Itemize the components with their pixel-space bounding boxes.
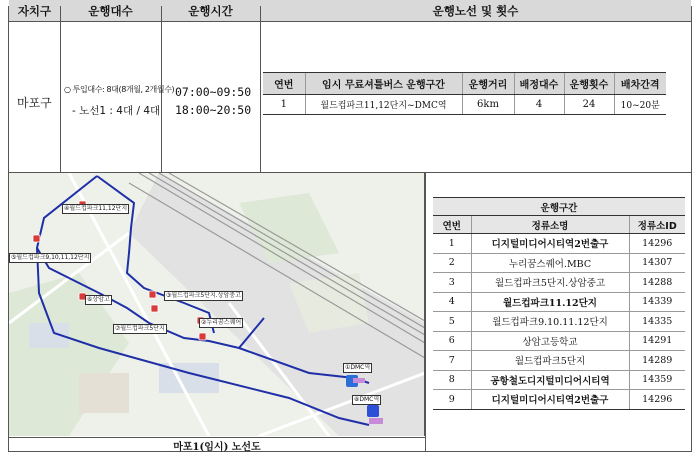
header-hours: 운행시간	[161, 0, 260, 22]
table-cell: 14296	[629, 234, 685, 254]
map-label: ⑦월드컵파크5단지	[115, 325, 165, 332]
table-cell: 5	[433, 312, 471, 332]
table-row	[433, 390, 685, 410]
district-value: 마포구	[17, 96, 52, 110]
table-cell: 6km	[462, 95, 514, 115]
map-label: ③월드컵파크5단지.상암중고	[166, 292, 241, 299]
table-row	[263, 95, 666, 115]
map-label: ⑧DMC역	[354, 396, 380, 403]
stop-table-title: 운행구간	[433, 198, 685, 216]
table-cell: 14288	[629, 273, 685, 293]
table-row	[433, 351, 685, 371]
table-cell: 9	[433, 390, 471, 410]
divider	[60, 6, 61, 172]
map-label: ⑤월드컵파크9,10,11,12단지	[11, 254, 90, 261]
table-cell: 14307	[629, 253, 685, 273]
map-label: ⑥상암고	[87, 296, 110, 303]
table-cell: 14296	[629, 390, 685, 410]
table-cell: 1	[433, 234, 471, 254]
table-cell: 디지털미디어시티역2번출구	[471, 390, 629, 410]
stop-table	[433, 197, 685, 410]
table-cell: 월드컵파크5단지	[471, 351, 629, 371]
table-cell: 6	[433, 331, 471, 351]
table-cell: 월드컵파크11,12단지~DMC역	[305, 95, 462, 115]
map-label: ①DMC역	[345, 364, 371, 371]
table-row	[433, 331, 685, 351]
col-header: 연번	[433, 216, 471, 234]
hours-am: 07:00~09:50	[175, 85, 252, 99]
table-cell: 4	[514, 95, 564, 115]
header-district: 자치구	[9, 0, 60, 22]
table-cell: 월드컵파크9.10.11.12단지	[471, 312, 629, 332]
table-row	[433, 273, 685, 293]
vehicles-line2: - 노선1 : 4대 / 4대	[72, 105, 161, 117]
table-cell: 누리꿈스퀘어.MBC	[471, 253, 629, 273]
col-header: 연번	[263, 73, 305, 95]
table-cell: 24	[564, 95, 614, 115]
table-cell: 8	[433, 370, 471, 390]
col-header: 배차간격	[614, 73, 666, 95]
table-cell: 디지털미디어시티역2번출구	[471, 234, 629, 254]
table-cell: 월드컵파크11.12단지	[471, 292, 629, 312]
route-table-header	[263, 73, 666, 95]
map-label: ④월드컵파크11,12단지	[64, 205, 128, 212]
table-row	[433, 370, 685, 390]
table-row	[433, 253, 685, 273]
stop-table-header	[433, 216, 685, 234]
col-header: 정류소명	[471, 216, 629, 234]
table-cell: 14339	[629, 292, 685, 312]
table-cell: 1	[263, 95, 305, 115]
col-header: 배정대수	[514, 73, 564, 95]
table-cell: 14359	[629, 370, 685, 390]
table-cell: 14289	[629, 351, 685, 371]
table-cell: 14291	[629, 331, 685, 351]
map-label: ②누리꿈스퀘어	[201, 319, 242, 326]
table-row	[433, 312, 685, 332]
table-cell: 14335	[629, 312, 685, 332]
table-cell: 4	[433, 292, 471, 312]
col-header: 운행횟수	[564, 73, 614, 95]
route-map	[9, 173, 425, 436]
vehicles-line1: ○ 투입대수: 8대(8개월, 2개월수)	[64, 85, 175, 94]
table-cell: 10~20분	[614, 95, 666, 115]
table-cell: 3	[433, 273, 471, 293]
col-header: 정류소ID	[629, 216, 685, 234]
table-cell: 2	[433, 253, 471, 273]
table-row	[433, 292, 685, 312]
header-vehicles: 운행대수	[60, 0, 161, 22]
divider	[425, 172, 426, 452]
table-cell: 공항철도디지털미디어시티역	[471, 370, 629, 390]
col-header: 임시 무료셔틀버스 운행구간	[305, 73, 462, 95]
map-caption: 마포1(임시) 노선도	[9, 437, 425, 452]
route-table	[263, 72, 666, 115]
divider	[260, 6, 261, 172]
table-cell: 7	[433, 351, 471, 371]
header-route-info: 운행노선 및 횟수	[260, 0, 691, 22]
table-row	[433, 234, 685, 254]
table-cell: 상암고등학교	[471, 331, 629, 351]
table-cell: 월드컵파크5단지.상암중고	[471, 273, 629, 293]
hours-pm: 18:00~20:50	[175, 103, 252, 117]
col-header: 운행거리	[462, 73, 514, 95]
